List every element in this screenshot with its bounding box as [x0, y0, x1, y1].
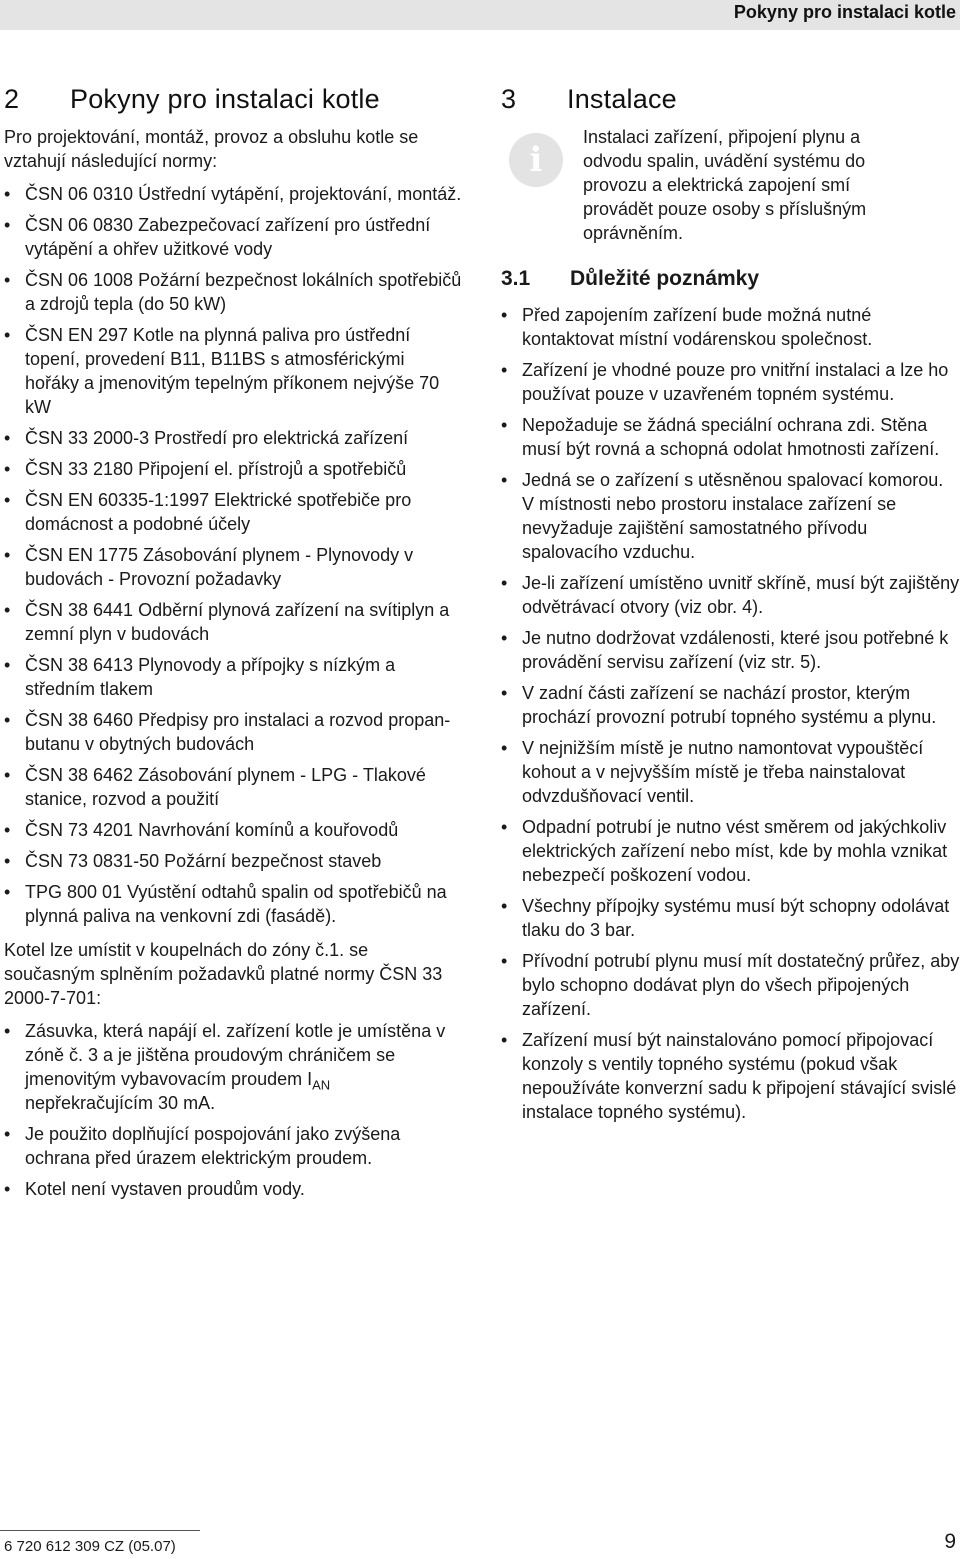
list-item: • Před zapojením zařízení bude možná nutné kontaktovat místní vodárenskou společnost. — [501, 303, 960, 351]
subsection-number: 3.1 — [501, 267, 531, 290]
list-item: • ČSN 33 2000-3 Prostředí pro elektrická zařízení — [4, 426, 462, 450]
subsection-heading — [501, 267, 960, 291]
list-item: • ČSN 38 6441 Odběrní plynová zařízení na svítiplyn a zemní plyn v budovách — [4, 598, 462, 646]
right-column — [501, 84, 960, 1131]
list-item: • Odpadní potrubí je nutno vést směrem od jakýchkoliv elektrických zařízení nebo míst, kde by mohla vznikat nebezpečí poškození vodou. — [501, 815, 960, 887]
list-item: • ČSN 38 6462 Zásobování plynem - LPG - Tlakové stanice, rozvod a použití — [4, 763, 462, 811]
list-item: • ČSN 06 1008 Požární bezpečnost lokálních spotřebičů a zdrojů tepla (do 50 kW) — [4, 268, 462, 316]
intro-paragraph: Pro projektování, montáž, provoz a obsluhu kotle se vztahují následující normy: — [4, 127, 419, 171]
list-item: • ČSN 38 6413 Plynovody a přípojky s nízkým a středním tlakem — [4, 653, 462, 701]
list-item: • ČSN 38 6460 Předpisy pro instalaci a rozvod propan-butanu v obytných budovách — [4, 708, 462, 756]
info-text: Instalaci zařízení, připojení plynu a odvodu spalin, uvádění systému do provozu a elektrická zapojení smí provádět pouze osoby s příslušným oprávněním. — [583, 127, 867, 243]
list-item: • Je nutno dodržovat vzdálenosti, které jsou potřebné k provádění servisu zařízení (viz str. 5). — [501, 626, 960, 674]
list-item: • ČSN 06 0830 Zabezpečovací zařízení pro ústřední vytápění a ohřev užitkové vody — [4, 213, 462, 261]
section-number: 3 — [501, 84, 517, 114]
list-item: • Přívodní potrubí plynu musí mít dostatečný průřez, aby bylo schopno dodávat plyn do všech připojených zařízení. — [501, 949, 960, 1021]
list-item: • ČSN 33 2180 Připojení el. přístrojů a spotřebičů — [4, 457, 462, 481]
left-column — [4, 84, 462, 1208]
list-item: • V nejnižším místě je nutno namontovat vypouštěcí kohout a v nejvyšším místě je třeba nainstalovat odvzdušňovací ventil. — [501, 736, 960, 808]
list-item: • Kotel není vystaven proudům vody. — [4, 1177, 462, 1201]
section-heading-3 — [501, 84, 960, 115]
notes-list — [501, 303, 960, 1124]
norms-list — [4, 182, 462, 928]
list-item: • Je-li zařízení umístěno uvnitř skříně, musí být zajištěny odvětrávací otvory (viz obr. 4). — [501, 571, 960, 619]
list-item: • Zařízení je vhodné pouze pro vnitřní instalaci a lze ho používat pouze v uzavřeném topném systému. — [501, 358, 960, 406]
list-item: • Zařízení musí být nainstalováno pomocí připojovací konzoly s ventily topného systému (pokud však nepoužíváte konverzní sadu k připojení stávající svislé instalace topného systému). — [501, 1028, 960, 1124]
list-item: • ČSN 73 0831-50 Požární bezpečnost staveb — [4, 849, 462, 873]
list-item: • V zadní části zařízení se nachází prostor, kterým prochází provozní potrubí topného systému a plynu. — [501, 681, 960, 729]
running-header: Pokyny pro instalaci kotle — [733, 2, 956, 22]
list-item: • Nepožaduje se žádná speciální ochrana zdi. Stěna musí být rovná a schopná odolat hmotnosti zařízení. — [501, 413, 960, 461]
section-number: 2 — [4, 84, 20, 114]
zone-list — [4, 1019, 462, 1201]
section-title: Pokyny pro instalaci kotle — [70, 84, 380, 114]
info-icon: i — [509, 133, 563, 187]
list-item: • Zásuvka, která napájí el. zařízení kotle je umístěna v zóně č. 3 a je jištěna proudovým chráničem se jmenovitým vybavovacím proudem $I_{AN}$ nepřekračujícím 30 mA. — [4, 1019, 462, 1115]
list-item: • TPG 800 01 Vyústění odtahů spalin od spotřebičů na plynná paliva na venkovní zdi (fasádě). — [4, 880, 462, 928]
section-title: Instalace — [567, 84, 677, 114]
list-item: • ČSN 06 0310 Ústřední vytápění, projektování, montáž. — [4, 182, 462, 206]
info-notice — [501, 125, 960, 245]
list-item: • ČSN EN 60335-1:1997 Elektrické spotřebiče pro domácnost a podobné účely — [4, 488, 462, 536]
list-item: • Jedná se o zařízení s utěsněnou spalovací komorou. V místnosti nebo prostoru instalace zařízení se nevyžaduje zajištění samostatného přívodu spalovacího vzduchu. — [501, 468, 960, 564]
list-item: • Je použito doplňující pospojování jako zvýšena ochrana před úrazem elektrickým proudem. — [4, 1122, 462, 1170]
zone-paragraph: Kotel lze umístit v koupelnách do zóny č.1. se současným splněním požadavků platné normy ČSN 33 2000-7-701: — [4, 940, 443, 1008]
page-number: 9 — [944, 1530, 956, 1553]
list-item: • Všechny přípojky systému musí být schopny odolávat tlaku do 3 bar. — [501, 894, 960, 942]
document-code: 6 720 612 309 CZ (05.07) — [4, 1538, 176, 1555]
subsection-title: Důležité poznámky — [570, 267, 760, 290]
list-item: • ČSN EN 297 Kotle na plynná paliva pro ústřední topení, provedení B11, B11BS s atmosférickými hořáky a jmenovitým tepelným příkonem nejvýše 70 kW — [4, 323, 462, 419]
footer-divider — [0, 1530, 200, 1531]
list-item: • ČSN 73 4201 Navrhování komínů a kouřovodů — [4, 818, 462, 842]
list-item: • ČSN EN 1775 Zásobování plynem - Plynovody v budovách - Provozní požadavky — [4, 543, 462, 591]
header-bar — [0, 0, 960, 30]
section-heading-2 — [4, 84, 462, 115]
